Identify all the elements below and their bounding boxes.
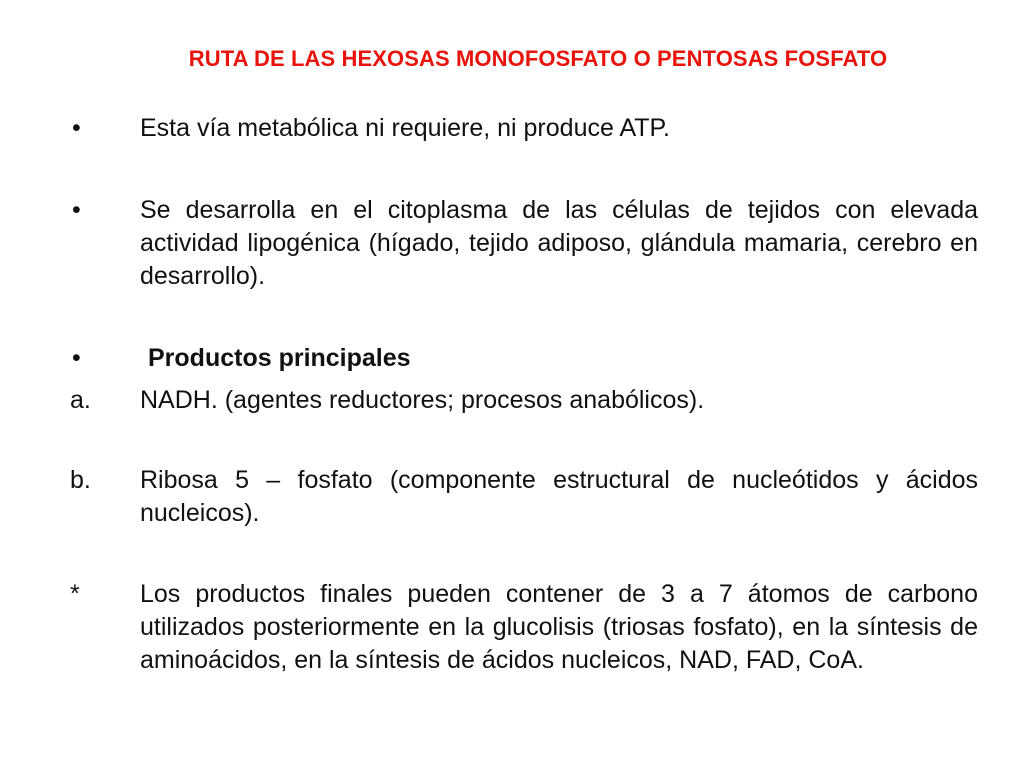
list-marker: a.: [70, 386, 91, 414]
bullet-marker: •: [72, 114, 81, 142]
bullet-item-location: [70, 194, 978, 293]
bullet-marker: •: [72, 196, 81, 224]
slide-title: RUTA DE LAS HEXOSAS MONOFOSFATO O PENTOSAS FOSFATO: [188, 46, 888, 71]
note-marker: *: [70, 580, 80, 608]
list-item-ribosa: [70, 464, 978, 530]
list-marker: b.: [70, 466, 91, 494]
list-item-nadh: [70, 384, 978, 417]
list-text: Ribosa 5 – fosfato (componente estructural de nucleótidos y ácidos nucleicos).: [140, 466, 978, 527]
bullet-item-atp: [70, 112, 978, 145]
bullet-text: Esta vía metabólica ni requiere, ni produce ATP.: [140, 114, 670, 142]
bullet-item-products-heading: [70, 342, 978, 375]
list-text: NADH. (agentes reductores; procesos anabólicos).: [140, 386, 705, 414]
note-item-final-products: [70, 578, 978, 677]
bullet-text: Se desarrolla en el citoplasma de las células de tejidos con elevada actividad lipogénica (hígado, tejido adiposo, glándula mamaria, cerebro en desarrollo).: [140, 196, 978, 290]
bullet-text: Productos principales: [148, 344, 411, 372]
note-text: Los productos finales pueden contener de 3 a 7 átomos de carbono utilizados posteriormente en la glucolisis (triosas fosfato), en la síntesis de aminoácidos, en la síntesis de ácidos nucleicos, NAD, FAD, CoA.: [140, 580, 978, 674]
bullet-marker: •: [72, 344, 81, 372]
